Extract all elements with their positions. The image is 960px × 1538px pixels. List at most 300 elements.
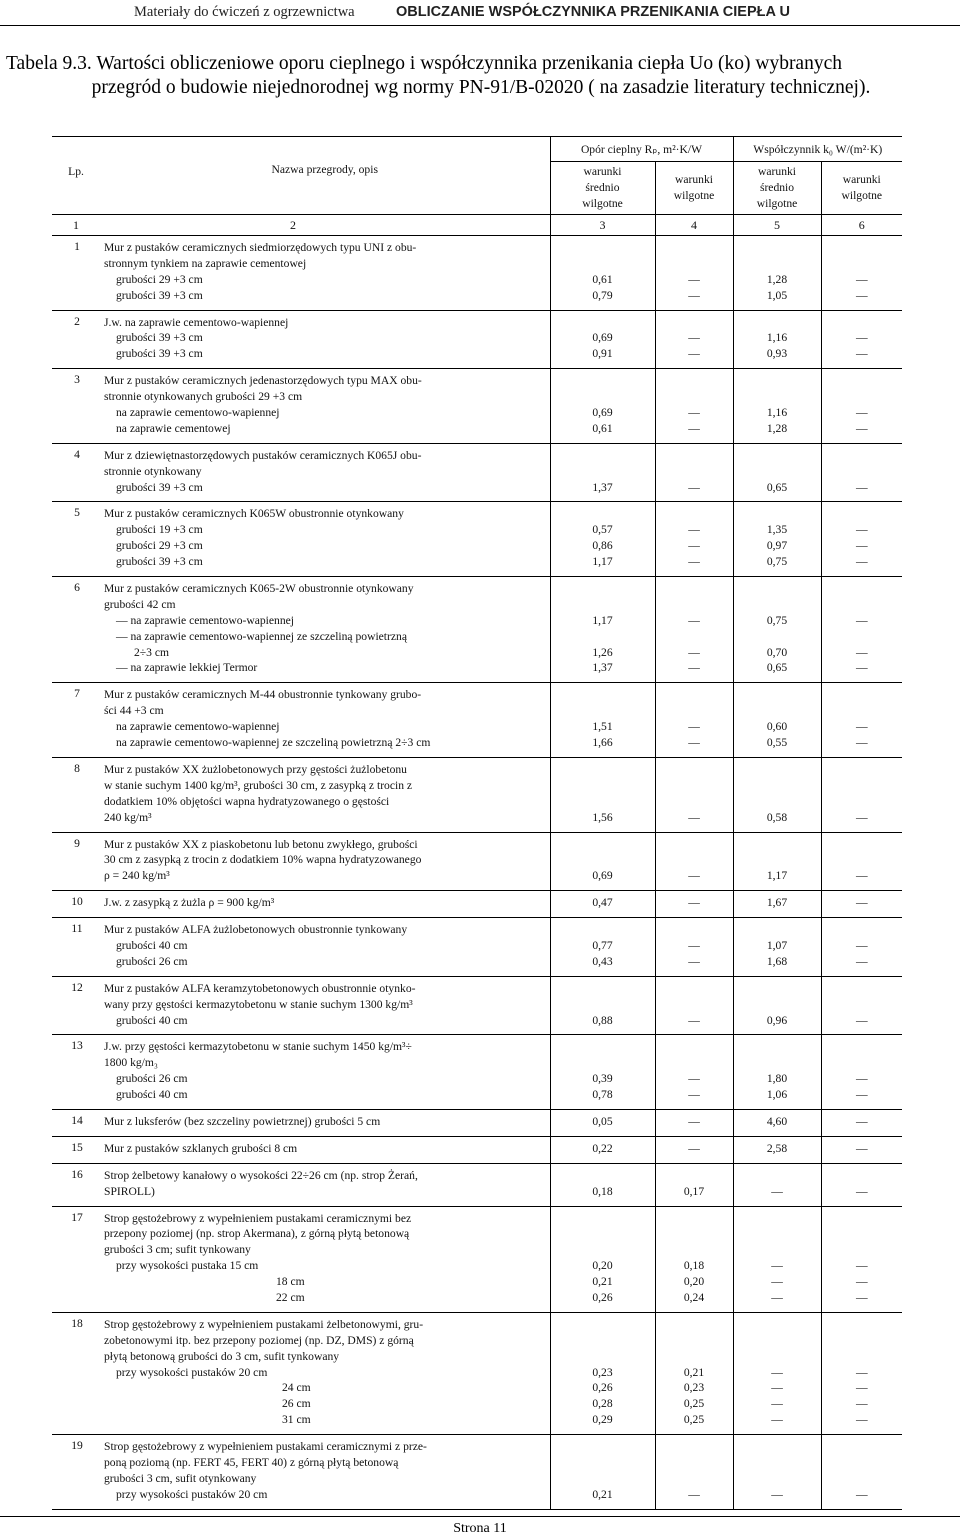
value-c5 [734, 256, 821, 272]
row-values-c3 [550, 1206, 655, 1312]
value-c3: 1,56 [592, 810, 613, 824]
value-c4 [656, 629, 733, 645]
description-line: Mur z pustaków XX żużlobetonowych przy gęstości żużlobetonu [104, 762, 407, 776]
value-c6: — [855, 406, 868, 420]
value-c6: — [855, 645, 868, 659]
value-c4: — [688, 1013, 700, 1027]
value-c3: 0,18 [592, 1184, 613, 1198]
value-c6: — [855, 539, 868, 553]
value-c4 [656, 997, 733, 1013]
row-lp: 6 [52, 577, 100, 683]
row-values-c6 [821, 577, 902, 683]
value-c3 [551, 1439, 655, 1455]
value-c6 [822, 922, 903, 938]
value-c4 [656, 389, 733, 405]
value-c3: 0,28 [592, 1397, 613, 1411]
value-c6: — [855, 1290, 868, 1304]
value-c6: — [855, 1397, 868, 1411]
value-c6 [822, 1439, 903, 1455]
colnum-5: 5 [733, 215, 821, 236]
value-c6: — [855, 1072, 868, 1086]
value-c3: 1,37 [592, 661, 613, 675]
row-values-c6 [821, 832, 902, 891]
value-c3 [551, 1455, 655, 1471]
row-values-c3 [550, 757, 655, 832]
value-c4: — [688, 347, 700, 361]
value-c5 [734, 687, 821, 703]
value-c5 [734, 1168, 821, 1184]
value-c4: — [688, 613, 700, 627]
row-values-c4 [655, 976, 733, 1035]
value-c3 [551, 240, 655, 256]
value-c3 [551, 1317, 655, 1333]
description-line: Mur z pustaków ceramicznych siedmiorzędowych typu UNI z obu- [104, 241, 417, 254]
value-c5: 1,16 [766, 406, 788, 420]
value-c5 [734, 581, 821, 597]
description-line: dodatkiem 10% objętości wapna hydratyzowanego o gęstości [104, 794, 390, 808]
value-c5 [734, 240, 821, 256]
value-c3 [551, 703, 655, 719]
header-resistance-group: Opór cieplny Rₚ, m²·K/W [550, 137, 733, 162]
value-c3: 1,26 [592, 645, 613, 659]
description-line: ści 44 +3 cm [104, 704, 164, 718]
value-c3: 1,17 [592, 555, 613, 569]
value-c3: 0,61 [592, 272, 613, 286]
value-c4 [656, 1333, 733, 1349]
value-c5 [734, 1242, 821, 1258]
row-values-c4 [655, 757, 733, 832]
row-values-c6 [821, 976, 902, 1035]
header-col5-medium-humid: warunki średnio wilgotne [733, 162, 821, 215]
value-c4 [656, 1168, 733, 1184]
table-row [52, 891, 902, 918]
value-c3 [551, 922, 655, 938]
value-c6 [822, 778, 903, 794]
value-c3: 0,05 [592, 1114, 613, 1128]
row-values-c3 [550, 502, 655, 577]
value-c3 [551, 581, 655, 597]
value-c3 [551, 1471, 655, 1487]
value-c5: 0,65 [766, 661, 788, 675]
value-c4 [656, 922, 733, 938]
value-c6 [822, 1039, 903, 1055]
value-c3: 0,20 [592, 1259, 613, 1273]
value-c6: — [855, 1184, 868, 1198]
value-c5 [734, 922, 821, 938]
row-description [100, 918, 550, 977]
value-c6: — [855, 1141, 868, 1155]
value-c4 [656, 703, 733, 719]
value-c3: 0,26 [592, 1381, 613, 1395]
value-c4 [656, 256, 733, 272]
description-line: płytą betonową grubości do 3 cm, sufit tynkowany [104, 1349, 340, 1363]
description-line: przy wysokości pustaków 20 cm [116, 1365, 268, 1379]
value-c4 [656, 778, 733, 794]
value-c3 [551, 464, 655, 480]
value-c6 [822, 256, 903, 272]
row-values-c4 [655, 918, 733, 977]
value-c6 [822, 1349, 903, 1365]
description-line: grubości 42 cm [104, 597, 176, 611]
value-c4: 0,23 [683, 1381, 705, 1395]
value-c3: 0,21 [592, 1275, 613, 1289]
table-row [52, 577, 902, 683]
description-line: Strop żelbetowy kanałowy o wysokości 22÷26 cm (np. strop Żerań, [104, 1168, 418, 1182]
value-c4 [656, 581, 733, 597]
value-c5 [734, 1317, 821, 1333]
value-c5: 0,75 [766, 555, 788, 569]
value-c3 [551, 373, 655, 389]
table-row [52, 757, 902, 832]
value-c3: 0,88 [592, 1013, 613, 1027]
value-c4 [656, 1439, 733, 1455]
row-values-c5 [733, 1136, 821, 1163]
value-c5 [734, 1455, 821, 1471]
row-values-c5 [733, 310, 821, 369]
value-c5: — [771, 1184, 783, 1198]
row-values-c4 [655, 443, 733, 502]
colnum-3: 3 [550, 215, 655, 236]
value-c3 [551, 629, 655, 645]
value-c4: — [688, 1114, 700, 1128]
row-description [100, 891, 550, 918]
row-values-c3 [550, 832, 655, 891]
row-description [100, 577, 550, 683]
row-values-c4 [655, 236, 733, 311]
value-c6 [822, 1168, 903, 1184]
value-c3: 0,78 [592, 1088, 613, 1102]
value-c6: — [855, 896, 868, 910]
value-c5 [734, 389, 821, 405]
header-course-title: Materiały do ćwiczeń z ogrzewnictwa [134, 4, 355, 20]
description-line: — na zaprawie cementowo-wapiennej [116, 613, 295, 627]
row-values-c4 [655, 1312, 733, 1434]
table-row [52, 1206, 902, 1312]
row-values-c5 [733, 918, 821, 977]
value-c3 [551, 1211, 655, 1227]
description-line: Mur z pustaków ceramicznych K065W obustronnie otynkowany [104, 507, 404, 521]
value-c4: — [688, 288, 700, 302]
value-c6: — [855, 661, 868, 675]
value-c6 [822, 687, 903, 703]
value-c6 [822, 448, 903, 464]
row-lp: 11 [52, 918, 100, 977]
table-row [52, 310, 902, 369]
description-line: Mur z pustaków szklanych grubości 8 cm [104, 1141, 298, 1155]
description-line: grubości 40 cm [116, 1013, 188, 1027]
row-values-c4 [655, 1109, 733, 1136]
description-line: Strop gęstożebrowy z wypełnieniem pustakami ceramicznymi z prze- [104, 1440, 427, 1454]
description-line: grubości 40 cm [116, 938, 188, 952]
header-chapter-title: OBLICZANIE WSPÓŁCZYNNIKA PRZENIKANIA CIEPŁA U [396, 4, 790, 20]
description-line: Mur z pustaków XX z piaskobetonu lub betonu zwykłego, grubości [104, 837, 418, 851]
value-c4: — [688, 331, 700, 345]
row-description [100, 236, 550, 311]
row-lp: 16 [52, 1163, 100, 1206]
value-c6: — [855, 1487, 868, 1501]
description-line: poną poziomą (np. FERT 45, FERT 40) z górną płytą betonową [104, 1456, 399, 1469]
value-c6 [822, 794, 903, 810]
value-c4: 0,25 [683, 1397, 705, 1411]
header-lp: Lp. [52, 137, 100, 215]
row-description [100, 1109, 550, 1136]
row-values-c4 [655, 832, 733, 891]
description-line: ρ = 240 kg/m³ [104, 869, 170, 883]
description-line: przepony poziomej (np. strop Akermana), z górną płytą betonową [104, 1227, 410, 1241]
description-line: Mur z pustaków ALFA żużlobetonowych obustronnie tynkowany [104, 923, 408, 937]
colnum-6: 6 [821, 215, 902, 236]
value-c4 [656, 1242, 733, 1258]
value-c4: — [688, 720, 700, 734]
row-values-c5 [733, 1312, 821, 1434]
row-values-c5 [733, 236, 821, 311]
value-c5 [734, 1471, 821, 1487]
description-line: J.w. z zasypką z żużla ρ = 900 kg/m³ [104, 896, 275, 910]
value-c4 [656, 1039, 733, 1055]
row-values-c6 [821, 502, 902, 577]
row-values-c6 [821, 236, 902, 311]
value-c4 [656, 597, 733, 613]
value-c4: — [688, 1088, 700, 1102]
value-c6 [822, 629, 903, 645]
row-values-c6 [821, 891, 902, 918]
header-col3-medium-humid: warunki średnio wilgotne [550, 162, 655, 215]
value-c6 [822, 1055, 903, 1071]
value-c5: 0,96 [766, 1013, 788, 1027]
table-caption [6, 52, 956, 100]
value-c3 [551, 597, 655, 613]
row-description [100, 310, 550, 369]
description-line: na zaprawie cementowo-wapiennej [116, 406, 280, 420]
row-values-c3 [550, 1312, 655, 1434]
description-line: 1800 kg/m₃ [104, 1056, 158, 1070]
value-c5: 0,65 [766, 480, 788, 494]
value-c4 [656, 981, 733, 997]
row-lp: 7 [52, 683, 100, 758]
row-values-c5 [733, 1035, 821, 1110]
value-c3: 0,61 [592, 421, 613, 435]
row-lp: 1 [52, 236, 100, 311]
table-row [52, 236, 902, 311]
value-c3 [551, 794, 655, 810]
row-lp: 12 [52, 976, 100, 1035]
description-line: grubości 39 +3 cm [116, 555, 203, 569]
value-c3 [551, 762, 655, 778]
value-c5: 1,05 [766, 288, 788, 302]
value-c4: 0,21 [683, 1365, 705, 1379]
value-c6 [822, 373, 903, 389]
value-c5: 0,97 [766, 539, 788, 553]
value-c6 [822, 581, 903, 597]
value-c5 [734, 629, 821, 645]
row-lp: 10 [52, 891, 100, 918]
value-c3: 0,91 [592, 347, 613, 361]
value-c6 [822, 703, 903, 719]
description-line: 2÷3 cm [134, 645, 170, 659]
row-values-c5 [733, 1206, 821, 1312]
value-c3 [551, 687, 655, 703]
value-c3 [551, 1333, 655, 1349]
value-c3: 0,79 [592, 288, 613, 302]
value-c4: — [688, 1487, 700, 1501]
value-c4 [656, 794, 733, 810]
row-values-c6 [821, 310, 902, 369]
table-row [52, 443, 902, 502]
value-c5 [734, 448, 821, 464]
row-description [100, 443, 550, 502]
value-c3 [551, 981, 655, 997]
value-c4: — [688, 272, 700, 286]
value-c3: 0,22 [592, 1141, 613, 1155]
row-lp: 2 [52, 310, 100, 369]
value-c5 [734, 315, 821, 331]
description-line: grubości 19 +3 cm [116, 523, 203, 537]
colnum-2: 2 [100, 215, 550, 236]
value-c5 [734, 506, 821, 522]
row-values-c4 [655, 891, 733, 918]
header-coefficient-group: Współczynnik k₀ W/(m²·K) [733, 137, 902, 162]
row-lp: 4 [52, 443, 100, 502]
row-description [100, 1163, 550, 1206]
table-row [52, 502, 902, 577]
value-c6: — [855, 1114, 868, 1128]
value-c6: — [855, 523, 868, 537]
row-lp: 8 [52, 757, 100, 832]
value-c5: — [771, 1290, 783, 1304]
row-values-c5 [733, 891, 821, 918]
value-c5: — [771, 1397, 783, 1411]
value-c5 [734, 1333, 821, 1349]
row-values-c5 [733, 683, 821, 758]
value-c6: — [855, 1275, 868, 1289]
value-c6 [822, 1333, 903, 1349]
table-row [52, 1435, 902, 1510]
value-c6 [822, 837, 903, 853]
value-c3: 1,66 [592, 736, 613, 750]
description-line: stronnie otynkowany [104, 464, 202, 478]
description-line: J.w. na zaprawie cementowo-wapiennej [104, 315, 289, 329]
value-c3 [551, 1226, 655, 1242]
row-values-c6 [821, 757, 902, 832]
value-c5: 1,06 [766, 1088, 788, 1102]
row-values-c4 [655, 1206, 733, 1312]
value-c6: — [855, 1088, 868, 1102]
value-c5: 1,28 [766, 421, 788, 435]
value-c4 [656, 837, 733, 853]
value-c5: — [771, 1413, 783, 1427]
description-line: grubości 3 cm, sufit otynkowany [104, 1471, 257, 1485]
value-c4 [656, 687, 733, 703]
row-values-c5 [733, 369, 821, 444]
header-col6-humid: warunki wilgotne [821, 162, 902, 215]
value-c5 [734, 997, 821, 1013]
row-values-c6 [821, 918, 902, 977]
row-values-c3 [550, 1035, 655, 1110]
value-c4 [656, 1226, 733, 1242]
value-c5: — [771, 1487, 783, 1501]
colnum-4: 4 [655, 215, 733, 236]
value-c6 [822, 464, 903, 480]
description-line: Mur z dziewiętnastorzędowych pustaków ceramicznych K065J obu- [104, 448, 422, 462]
table-row [52, 832, 902, 891]
value-c3: 0,69 [592, 869, 613, 883]
row-description [100, 1435, 550, 1510]
value-c6: — [855, 938, 868, 952]
scanned-table [52, 136, 902, 1510]
value-c5 [734, 1211, 821, 1227]
description-line: stronnym tynkiem na zaprawie cementowej [104, 256, 307, 270]
value-c3: 0,47 [592, 896, 613, 910]
value-c4: 0,25 [683, 1413, 705, 1427]
description-line: na zaprawie cementowej [116, 421, 231, 435]
value-c6 [822, 1471, 903, 1487]
value-c4 [656, 373, 733, 389]
value-c6 [822, 506, 903, 522]
row-description [100, 1136, 550, 1163]
row-values-c3 [550, 976, 655, 1035]
row-values-c6 [821, 1136, 902, 1163]
value-c4: — [688, 938, 700, 952]
row-lp: 9 [52, 832, 100, 891]
row-values-c3 [550, 891, 655, 918]
value-c3 [551, 1168, 655, 1184]
row-values-c4 [655, 683, 733, 758]
value-c5: 1,17 [766, 869, 788, 883]
description-line: w stanie suchym 1400 kg/m³, grubości 30 cm, z zasypką z trocin z [104, 778, 413, 792]
value-c5: 4,60 [766, 1114, 788, 1128]
description-line: Strop gęstożebrowy z wypełnieniem pustakami żelbetonowymi, gru- [104, 1317, 424, 1331]
row-values-c4 [655, 369, 733, 444]
value-c4 [656, 1455, 733, 1471]
value-c5 [734, 373, 821, 389]
value-c6: — [855, 869, 868, 883]
value-c3: 0,39 [592, 1072, 613, 1086]
value-c5 [734, 1349, 821, 1365]
value-c6: — [855, 288, 868, 302]
value-c5 [734, 762, 821, 778]
value-c3 [551, 997, 655, 1013]
value-c6: — [855, 480, 868, 494]
value-c3: 1,37 [592, 480, 613, 494]
colnum-1: 1 [52, 215, 100, 236]
value-c6 [822, 1211, 903, 1227]
description-line: grubości 26 cm [116, 1072, 188, 1086]
value-c4 [656, 1317, 733, 1333]
value-c6 [822, 240, 903, 256]
description-line: 26 cm [282, 1397, 311, 1411]
value-c6: — [855, 1413, 868, 1427]
value-c5: 0,93 [766, 347, 788, 361]
value-c4: — [688, 869, 700, 883]
value-c6: — [855, 555, 868, 569]
row-values-c6 [821, 1035, 902, 1110]
description-line: zobetonowymi itp. bez przepony poziomej (np. DZ, DMS) z górną [104, 1333, 414, 1347]
value-c5 [734, 703, 821, 719]
value-c3 [551, 837, 655, 853]
row-lp: 17 [52, 1206, 100, 1312]
value-c4 [656, 1055, 733, 1071]
value-c3 [551, 1055, 655, 1071]
row-lp: 13 [52, 1035, 100, 1110]
value-c6 [822, 762, 903, 778]
header-name: Nazwa przegrody, opis [100, 137, 550, 215]
value-c4: — [688, 810, 700, 824]
value-c5 [734, 981, 821, 997]
value-c4: 0,17 [683, 1184, 705, 1198]
row-values-c6 [821, 1435, 902, 1510]
description-line: grubości 29 +3 cm [116, 272, 203, 286]
value-c5: 1,28 [766, 272, 788, 286]
